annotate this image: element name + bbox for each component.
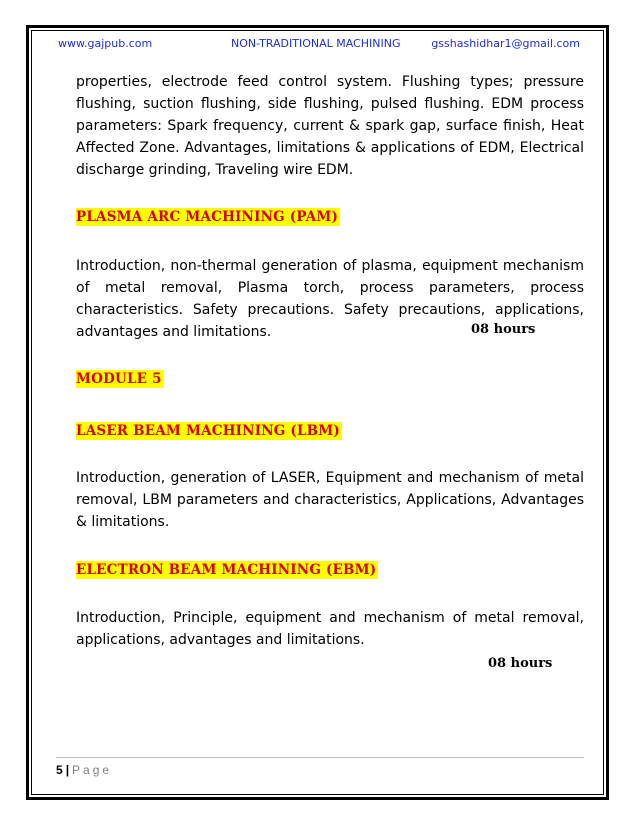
footer-separator: |	[65, 763, 70, 777]
lbm-heading: LASER BEAM MACHINING (LBM)	[76, 423, 341, 439]
header-site-link[interactable]: www.gajpub.com	[58, 37, 153, 50]
ebm-hours: 08 hours	[488, 656, 553, 671]
page-label: Page	[72, 763, 113, 777]
edm-continued-paragraph: properties, electrode feed control system. Flushing types; pressure flushing, suction flushing, side flushing, pulsed flushing. EDM process parameters: Spark frequency, current & spark gap, surface finish, Heat Affected Zone. Advantages, limitations & applications of EDM, Electrical discharge grinding, Traveling wire EDM.	[76, 74, 584, 178]
header-title: NON-TRADITIONAL MACHINING	[231, 37, 401, 50]
header-email[interactable]: gsshashidhar1@gmail.com	[431, 37, 580, 50]
page-footer	[56, 763, 112, 777]
page-number: 5	[56, 763, 63, 777]
pam-heading: PLASMA ARC MACHINING (PAM)	[76, 209, 339, 225]
ebm-heading: ELECTRON BEAM MACHINING (EBM)	[76, 562, 377, 578]
ebm-paragraph: Introduction, Principle, equipment and mechanism of metal removal, applications, advantages and limitations.	[76, 610, 584, 648]
module-heading: MODULE 5	[76, 371, 162, 387]
lbm-paragraph: Introduction, generation of LASER, Equipment and mechanism of metal removal, LBM parameters and characteristics, Applications, Advantages & limitations.	[76, 470, 584, 530]
page-header	[58, 37, 580, 53]
pam-paragraph: Introduction, non-thermal generation of plasma, equipment mechanism of metal removal, Plasma torch, process parameters, process characteristics. Safety precautions. Safety precautions, applications, advantages and limitations.	[76, 258, 584, 340]
footer-divider	[56, 757, 584, 758]
pam-hours: 08 hours	[471, 322, 536, 337]
